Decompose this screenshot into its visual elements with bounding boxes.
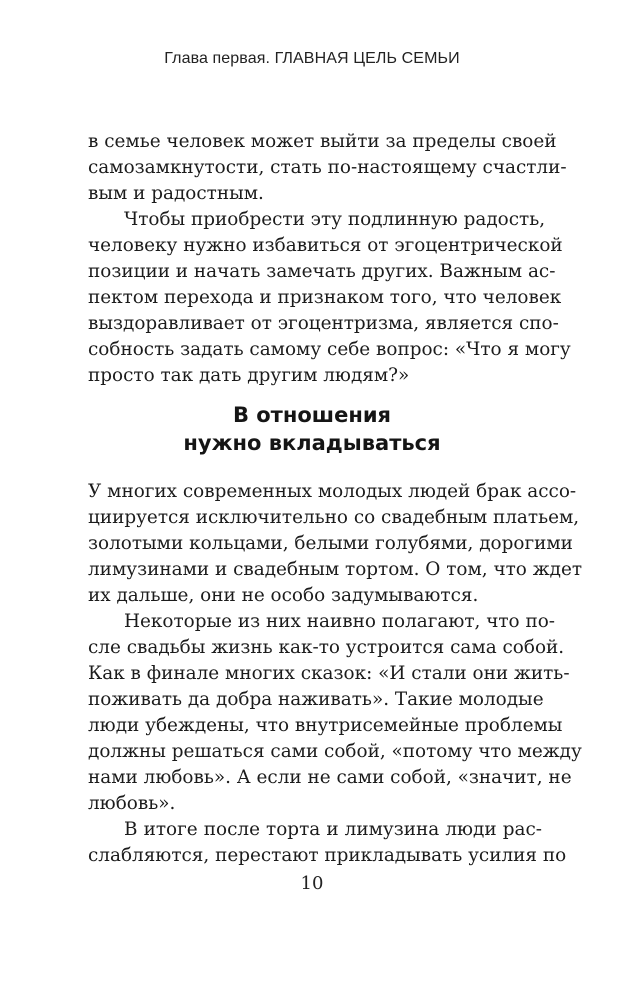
text-line: позиции и начать замечать других. Важным ас- [88, 261, 556, 282]
text-line: золотыми кольцами, белыми голубями, дорогими [88, 533, 573, 554]
text-line: Как в финале многих сказок: «И стали они жить- [88, 663, 570, 684]
text-line: вым и радостным. [88, 183, 264, 204]
section-heading-line-1: В отношения [232, 403, 392, 427]
text-line: собность задать самому себе вопрос: «Что я могу [88, 339, 571, 360]
text-line: самозамкнутости, стать по-настоящему счастли- [88, 157, 567, 178]
text-line: нами любовь». А если не сами собой, «значит, не [88, 767, 572, 788]
text-line: в семье человек может выйти за пределы своей [88, 131, 557, 152]
text-line: выздоравливает от эгоцентризма, является спо- [88, 313, 559, 334]
text-line: должны решаться сами собой, «потому что между [88, 741, 582, 762]
text-line: сле свадьбы жизнь как-то устроится сама собой. [88, 637, 565, 658]
page-number: 10 [300, 873, 324, 894]
text-line: люди убеждены, что внутрисемейные проблемы [88, 715, 563, 736]
paragraph-block-1 [88, 129, 571, 389]
text-line: Чтобы приобрести эту подлинную радость, [124, 209, 546, 230]
text-line: Некоторые из них наивно полагают, что по- [124, 611, 555, 632]
text-line: поживать да добра наживать». Такие молодые [88, 689, 544, 710]
text-line: пектом перехода и признаком того, что человек [88, 287, 562, 308]
text-line: В итоге после торта и лимузина люди рас- [124, 819, 542, 840]
section-heading-line-2: нужно вкладываться [183, 431, 441, 455]
text-line: их дальше, они не особо задумываются. [88, 585, 479, 606]
section-heading [0, 401, 624, 457]
running-head: Глава первая. ГЛАВНАЯ ЦЕЛЬ СЕМЬИ [164, 50, 460, 67]
text-line: любовь». [88, 793, 176, 814]
paragraph-block-2 [88, 479, 583, 869]
text-line: лимузинами и свадебным тортом. О том, что ждет [88, 559, 583, 580]
text-line: слабляются, перестают прикладывать усилия по [88, 845, 567, 866]
text-line: циируется исключительно со свадебным платьем, [88, 507, 580, 528]
text-line: просто так дать другим людям?» [88, 365, 410, 386]
text-line: У многих современных молодых людей брак ассо- [88, 481, 577, 502]
text-line: человеку нужно избавиться от эгоцентрической [88, 235, 563, 256]
